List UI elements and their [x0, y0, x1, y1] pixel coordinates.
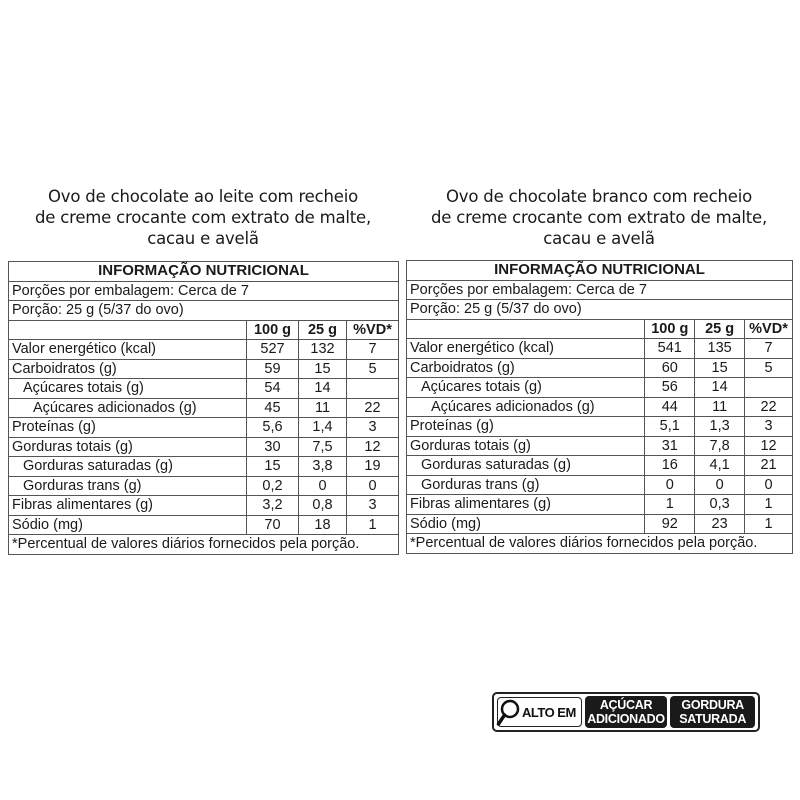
value-25g: 18 [299, 515, 347, 535]
value-vd: 0 [745, 475, 793, 495]
table-row [9, 437, 399, 457]
value-25g: 132 [299, 340, 347, 360]
nutrient-name: Carboidratos (g) [407, 358, 645, 378]
serving-size: Porção: 25 g (5/37 do ovo) [407, 300, 793, 320]
table-row [9, 340, 399, 360]
warning-line: ADICIONADO [587, 712, 665, 726]
value-vd [745, 378, 793, 398]
footnote: *Percentual de valores diários fornecidos pela porção. [407, 534, 793, 554]
column-header-row [9, 320, 399, 340]
title-line: cacau e avelã [543, 229, 655, 248]
value-100g: 5,1 [645, 417, 695, 437]
nutrient-name: Gorduras trans (g) [407, 475, 645, 495]
value-25g: 0 [299, 476, 347, 496]
value-25g: 7,8 [695, 436, 745, 456]
warning-saturated-fat [670, 696, 755, 728]
table-row [407, 417, 793, 437]
value-25g: 1,3 [695, 417, 745, 437]
value-vd: 5 [347, 359, 399, 379]
value-25g: 23 [695, 514, 745, 534]
warning-line: AÇÚCAR [599, 698, 653, 712]
value-100g: 30 [247, 437, 299, 457]
value-25g: 7,5 [299, 437, 347, 457]
value-25g: 0,3 [695, 495, 745, 515]
nutrient-name: Gorduras saturadas (g) [407, 456, 645, 476]
value-100g: 59 [247, 359, 299, 379]
nutrient-name: Sódio (mg) [407, 514, 645, 534]
value-100g: 1 [645, 495, 695, 515]
value-vd: 12 [347, 437, 399, 457]
value-vd: 7 [745, 339, 793, 359]
table-row [407, 495, 793, 515]
value-vd: 0 [347, 476, 399, 496]
value-vd: 7 [347, 340, 399, 360]
nutrient-name: Açúcares totais (g) [407, 378, 645, 398]
nutrient-name: Gorduras totais (g) [9, 437, 247, 457]
alto-em-box [497, 697, 582, 727]
table-row [9, 359, 399, 379]
warning-line: GORDURA [681, 698, 744, 712]
footnote: *Percentual de valores diários fornecidos pela porção. [9, 535, 399, 555]
title-line: de creme crocante com extrato de malte, [34, 208, 372, 227]
nutrition-table-white-chocolate [406, 260, 793, 554]
value-100g: 0 [645, 475, 695, 495]
table-row [407, 475, 793, 495]
value-vd: 3 [347, 418, 399, 438]
nutrient-name: Proteínas (g) [407, 417, 645, 437]
value-25g: 135 [695, 339, 745, 359]
value-vd: 3 [745, 417, 793, 437]
value-vd: 22 [347, 398, 399, 418]
value-100g: 0,2 [247, 476, 299, 496]
nutrient-name: Fibras alimentares (g) [9, 496, 247, 516]
table-row [9, 457, 399, 477]
table-header: INFORMAÇÃO NUTRICIONAL [407, 261, 793, 281]
value-25g: 15 [695, 358, 745, 378]
table-row [407, 397, 793, 417]
nutrient-name: Gorduras saturadas (g) [9, 457, 247, 477]
value-25g: 3,8 [299, 457, 347, 477]
value-100g: 92 [645, 514, 695, 534]
column-header-vd: %VD* [745, 319, 793, 339]
value-vd: 12 [745, 436, 793, 456]
value-25g: 15 [299, 359, 347, 379]
title-line: Ovo de chocolate ao leite com recheio [48, 187, 358, 206]
servings-per-package: Porções por embalagem: Cerca de 7 [407, 280, 793, 300]
value-25g: 14 [299, 379, 347, 399]
table-row [407, 514, 793, 534]
nutrient-name: Açúcares totais (g) [9, 379, 247, 399]
table-row [9, 515, 399, 535]
magnifier-icon [496, 698, 522, 728]
value-100g: 45 [247, 398, 299, 418]
nutrient-name: Proteínas (g) [9, 418, 247, 438]
table-row [407, 339, 793, 359]
value-100g: 527 [247, 340, 299, 360]
product-title-milk-chocolate [8, 186, 398, 249]
title-line: de creme crocante com extrato de malte, [430, 208, 768, 227]
value-vd: 3 [347, 496, 399, 516]
value-25g: 11 [299, 398, 347, 418]
value-vd: 22 [745, 397, 793, 417]
table-row [407, 456, 793, 476]
nutrient-name: Gorduras totais (g) [407, 436, 645, 456]
nutrition-table-milk-chocolate [8, 261, 399, 555]
title-line: Ovo de chocolate branco com recheio [446, 187, 752, 206]
column-header-row [407, 319, 793, 339]
value-100g: 16 [645, 456, 695, 476]
front-label-warning-badge [492, 692, 760, 732]
column-header-100g: 100 g [645, 319, 695, 339]
nutrient-name: Valor energético (kcal) [407, 339, 645, 359]
value-25g: 14 [695, 378, 745, 398]
value-100g: 44 [645, 397, 695, 417]
nutrient-name: Valor energético (kcal) [9, 340, 247, 360]
value-25g: 1,4 [299, 418, 347, 438]
nutrient-name: Sódio (mg) [9, 515, 247, 535]
nutrient-name: Fibras alimentares (g) [407, 495, 645, 515]
table-row [407, 378, 793, 398]
column-header-100g: 100 g [247, 320, 299, 340]
value-25g: 11 [695, 397, 745, 417]
nutrient-name: Açúcares adicionados (g) [407, 397, 645, 417]
table-row [407, 358, 793, 378]
table-row [9, 379, 399, 399]
value-100g: 5,6 [247, 418, 299, 438]
value-vd [347, 379, 399, 399]
value-vd: 1 [745, 495, 793, 515]
column-header-25g: 25 g [299, 320, 347, 340]
value-25g: 0,8 [299, 496, 347, 516]
table-row [9, 418, 399, 438]
nutrient-name: Gorduras trans (g) [9, 476, 247, 496]
value-100g: 60 [645, 358, 695, 378]
value-100g: 54 [247, 379, 299, 399]
table-row [9, 496, 399, 516]
alto-em-label: ALTO EM [522, 704, 576, 720]
nutrient-name: Carboidratos (g) [9, 359, 247, 379]
value-vd: 1 [347, 515, 399, 535]
value-vd: 21 [745, 456, 793, 476]
warning-line: SATURADA [679, 712, 747, 726]
value-25g: 0 [695, 475, 745, 495]
table-row [9, 398, 399, 418]
warning-added-sugar [585, 696, 668, 728]
value-100g: 15 [247, 457, 299, 477]
column-header-25g: 25 g [695, 319, 745, 339]
value-100g: 3,2 [247, 496, 299, 516]
table-row [407, 436, 793, 456]
value-100g: 70 [247, 515, 299, 535]
nutrient-name: Açúcares adicionados (g) [9, 398, 247, 418]
value-100g: 541 [645, 339, 695, 359]
serving-size: Porção: 25 g (5/37 do ovo) [9, 301, 399, 321]
value-vd: 5 [745, 358, 793, 378]
table-header: INFORMAÇÃO NUTRICIONAL [9, 262, 399, 282]
table-row [9, 476, 399, 496]
value-100g: 56 [645, 378, 695, 398]
value-vd: 19 [347, 457, 399, 477]
servings-per-package: Porções por embalagem: Cerca de 7 [9, 281, 399, 301]
title-line: cacau e avelã [147, 229, 259, 248]
column-header-empty [407, 319, 645, 339]
product-title-white-chocolate [406, 186, 792, 249]
value-25g: 4,1 [695, 456, 745, 476]
column-header-vd: %VD* [347, 320, 399, 340]
column-header-empty [9, 320, 247, 340]
value-vd: 1 [745, 514, 793, 534]
value-100g: 31 [645, 436, 695, 456]
